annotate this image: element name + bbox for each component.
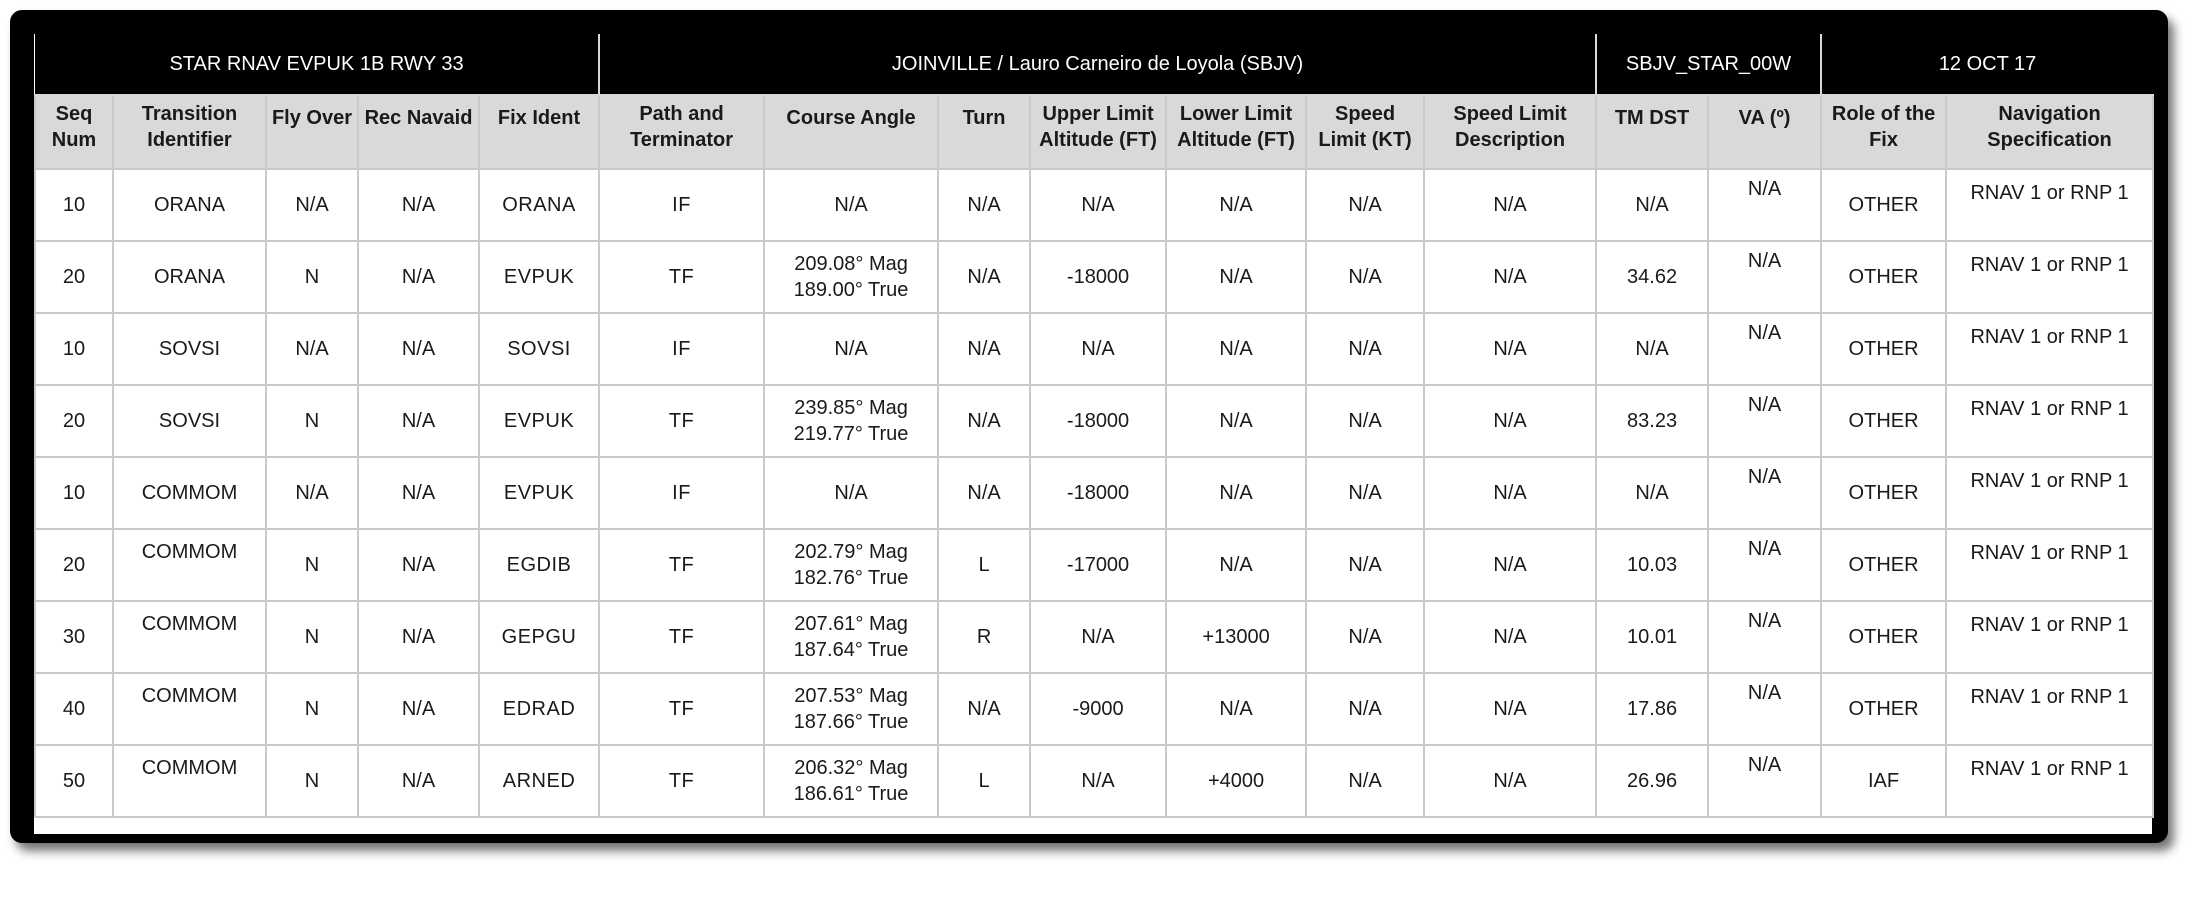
speed-limit-cell: N/A [1306,241,1424,313]
nav-spec-text: RNAV 1 or RNP 1 [1970,254,2129,276]
header-speed-limit: Speed Limit (KT) [1306,95,1424,169]
path-terminator-cell: IF [599,457,764,529]
speed-description-cell: N/A [1424,457,1596,529]
table-body [35,169,2153,817]
va-text: N/A [1747,322,1782,344]
course-true: 182.76° True [793,567,909,589]
va-text: N/A [1747,250,1782,272]
fix-ident-cell: ORANA [479,169,599,241]
upper-altitude-cell: -9000 [1030,673,1166,745]
nav-spec-text: RNAV 1 or RNP 1 [1970,542,2129,564]
va-cell [1708,241,1821,313]
table-row [35,673,2153,745]
lower-altitude-cell: +4000 [1166,745,1306,817]
turn-cell: N/A [938,241,1030,313]
va-cell [1708,529,1821,601]
course-magnetic: 207.53° Mag [794,685,908,707]
nav-spec-cell [1946,241,2153,313]
nav-spec-cell [1946,313,2153,385]
va-cell [1708,601,1821,673]
fix-ident-cell: EVPUK [479,457,599,529]
course-true: 187.64° True [793,639,909,661]
rec-navaid-cell: N/A [358,529,479,601]
course-magnetic: 209.08° Mag [794,253,908,275]
seq-num-cell: 10 [35,313,113,385]
nav-spec-text: RNAV 1 or RNP 1 [1970,470,2129,492]
upper-altitude-cell: N/A [1030,601,1166,673]
fix-ident-cell: GEPGU [479,601,599,673]
seq-num-cell: 50 [35,745,113,817]
course-true: 189.00° True [793,279,909,301]
fly-over-cell: N/A [266,457,358,529]
tm-dst-cell: 10.01 [1596,601,1708,673]
header-seq-num: Seq Num [35,95,113,169]
speed-limit-cell: N/A [1306,385,1424,457]
transition-cell: ORANA [113,169,266,241]
rec-navaid-cell: N/A [358,673,479,745]
procedure-document [34,34,2152,834]
speed-description-cell: N/A [1424,241,1596,313]
seq-num-cell: 10 [35,457,113,529]
role-cell: IAF [1821,745,1946,817]
procedure-title: STAR RNAV EVPUK 1B RWY 33 [35,34,599,95]
column-header-row [35,95,2153,169]
speed-description-cell: N/A [1424,529,1596,601]
header-transition-identifier: Transition Identifier [113,95,266,169]
course-angle-cell [764,745,938,817]
nav-spec-cell [1946,529,2153,601]
role-cell: OTHER [1821,457,1946,529]
va-text: N/A [1747,466,1782,488]
transition-cell [113,673,266,745]
fly-over-cell: N [266,385,358,457]
lower-altitude-cell: N/A [1166,313,1306,385]
fly-over-cell: N/A [266,169,358,241]
role-cell: OTHER [1821,601,1946,673]
fly-over-cell: N [266,673,358,745]
header-role-of-fix: Role of the Fix [1821,95,1946,169]
fly-over-cell: N [266,241,358,313]
course-magnetic: 202.79° Mag [794,541,908,563]
va-text: N/A [1747,178,1782,200]
transition-cell [113,529,266,601]
fly-over-cell: N [266,601,358,673]
nav-spec-cell [1946,169,2153,241]
path-terminator-cell: TF [599,673,764,745]
speed-description-cell: N/A [1424,169,1596,241]
speed-limit-cell: N/A [1306,601,1424,673]
seq-num-cell: 20 [35,529,113,601]
transition-text: COMMOM [141,685,238,707]
airport-title: JOINVILLE / Lauro Carneiro de Loyola (SBJV) [599,34,1596,95]
rec-navaid-cell: N/A [358,241,479,313]
nav-spec-cell [1946,745,2153,817]
course-angle-cell: N/A [764,313,938,385]
va-cell [1708,313,1821,385]
nav-spec-text: RNAV 1 or RNP 1 [1970,614,2129,636]
lower-altitude-cell: N/A [1166,385,1306,457]
course-angle-cell [764,529,938,601]
nav-spec-text: RNAV 1 or RNP 1 [1970,686,2129,708]
transition-cell: SOVSI [113,385,266,457]
speed-description-cell: N/A [1424,385,1596,457]
header-turn: Turn [938,95,1030,169]
lower-altitude-cell: N/A [1166,457,1306,529]
course-magnetic: 206.32° Mag [794,757,908,779]
nav-spec-text: RNAV 1 or RNP 1 [1970,182,2129,204]
rec-navaid-cell: N/A [358,457,479,529]
course-angle-cell [764,601,938,673]
speed-limit-cell: N/A [1306,313,1424,385]
role-cell: OTHER [1821,241,1946,313]
tm-dst-cell: 83.23 [1596,385,1708,457]
role-cell: OTHER [1821,529,1946,601]
fly-over-cell: N/A [266,313,358,385]
header-course-angle: Course Angle [764,95,938,169]
course-true: 219.77° True [793,423,909,445]
nav-spec-cell [1946,673,2153,745]
course-magnetic: 207.61° Mag [794,613,908,635]
transition-cell [113,601,266,673]
star-procedure-table [34,34,2154,818]
seq-num-cell: 20 [35,385,113,457]
upper-altitude-cell: -18000 [1030,241,1166,313]
table-row [35,385,2153,457]
path-terminator-cell: TF [599,385,764,457]
speed-limit-cell: N/A [1306,673,1424,745]
tm-dst-cell: N/A [1596,169,1708,241]
tm-dst-cell: 34.62 [1596,241,1708,313]
course-magnetic: 239.85° Mag [794,397,908,419]
table-row [35,169,2153,241]
role-cell: OTHER [1821,385,1946,457]
transition-cell: ORANA [113,241,266,313]
course-true: 187.66° True [793,711,909,733]
path-terminator-cell: TF [599,601,764,673]
lower-altitude-cell: N/A [1166,529,1306,601]
tm-dst-cell: 17.86 [1596,673,1708,745]
seq-num-cell: 40 [35,673,113,745]
procedure-code: SBJV_STAR_00W [1596,34,1821,95]
seq-num-cell: 20 [35,241,113,313]
nav-spec-cell [1946,601,2153,673]
transition-cell [113,745,266,817]
table-row [35,601,2153,673]
va-cell [1708,673,1821,745]
nav-spec-text: RNAV 1 or RNP 1 [1970,326,2129,348]
path-terminator-cell: IF [599,313,764,385]
turn-cell: N/A [938,169,1030,241]
header-tm-dst: TM DST [1596,95,1708,169]
speed-description-cell: N/A [1424,745,1596,817]
header-fly-over: Fly Over [266,95,358,169]
effective-date: 12 OCT 17 [1821,34,2153,95]
path-terminator-cell: TF [599,745,764,817]
header-fix-ident: Fix Ident [479,95,599,169]
role-cell: OTHER [1821,313,1946,385]
fix-ident-cell: EVPUK [479,385,599,457]
speed-limit-cell: N/A [1306,745,1424,817]
lower-altitude-cell: N/A [1166,169,1306,241]
seq-num-cell: 10 [35,169,113,241]
course-angle-cell [764,241,938,313]
va-text: N/A [1747,682,1782,704]
turn-cell: L [938,529,1030,601]
turn-cell: N/A [938,457,1030,529]
upper-altitude-cell: -18000 [1030,457,1166,529]
tm-dst-cell: N/A [1596,313,1708,385]
header-speed-limit-description: Speed Limit Description [1424,95,1596,169]
course-angle-cell [764,385,938,457]
turn-cell: L [938,745,1030,817]
rec-navaid-cell: N/A [358,169,479,241]
speed-limit-cell: N/A [1306,169,1424,241]
rec-navaid-cell: N/A [358,313,479,385]
fly-over-cell: N [266,529,358,601]
va-cell [1708,745,1821,817]
role-cell: OTHER [1821,673,1946,745]
lower-altitude-cell: N/A [1166,673,1306,745]
speed-limit-cell: N/A [1306,457,1424,529]
rec-navaid-cell: N/A [358,385,479,457]
table-row [35,745,2153,817]
nav-spec-cell [1946,457,2153,529]
transition-text: COMMOM [141,757,238,779]
path-terminator-cell: TF [599,529,764,601]
tm-dst-cell: N/A [1596,457,1708,529]
turn-cell: N/A [938,313,1030,385]
fix-ident-cell: ARNED [479,745,599,817]
course-angle-cell: N/A [764,457,938,529]
speed-limit-cell: N/A [1306,529,1424,601]
fix-ident-cell: EGDIB [479,529,599,601]
table-row [35,313,2153,385]
va-text: N/A [1747,538,1782,560]
header-path-terminator: Path and Terminator [599,95,764,169]
upper-altitude-cell: -18000 [1030,385,1166,457]
lower-altitude-cell: +13000 [1166,601,1306,673]
table-row [35,529,2153,601]
table-row [35,241,2153,313]
va-cell [1708,169,1821,241]
upper-altitude-cell: -17000 [1030,529,1166,601]
header-upper-limit-altitude: Upper Limit Altitude (FT) [1030,95,1166,169]
fly-over-cell: N [266,745,358,817]
upper-altitude-cell: N/A [1030,745,1166,817]
va-cell [1708,457,1821,529]
turn-cell: N/A [938,673,1030,745]
title-row [35,34,2153,95]
table-row [35,457,2153,529]
va-text: N/A [1747,610,1782,632]
upper-altitude-cell: N/A [1030,313,1166,385]
path-terminator-cell: IF [599,169,764,241]
role-cell: OTHER [1821,169,1946,241]
lower-altitude-cell: N/A [1166,241,1306,313]
nav-spec-text: RNAV 1 or RNP 1 [1970,758,2129,780]
rec-navaid-cell: N/A [358,745,479,817]
header-va: VA (º) [1708,95,1821,169]
tm-dst-cell: 10.03 [1596,529,1708,601]
nav-spec-text: RNAV 1 or RNP 1 [1970,398,2129,420]
fix-ident-cell: EVPUK [479,241,599,313]
seq-num-cell: 30 [35,601,113,673]
nav-spec-cell [1946,385,2153,457]
course-true: 186.61° True [793,783,909,805]
course-angle-cell: N/A [764,169,938,241]
header-navigation-specification: Navigation Specification [1946,95,2153,169]
fix-ident-cell: SOVSI [479,313,599,385]
header-lower-limit-altitude: Lower Limit Altitude (FT) [1166,95,1306,169]
tm-dst-cell: 26.96 [1596,745,1708,817]
path-terminator-cell: TF [599,241,764,313]
speed-description-cell: N/A [1424,673,1596,745]
rec-navaid-cell: N/A [358,601,479,673]
transition-text: COMMOM [141,613,238,635]
course-angle-cell [764,673,938,745]
speed-description-cell: N/A [1424,313,1596,385]
va-text: N/A [1747,754,1782,776]
fix-ident-cell: EDRAD [479,673,599,745]
transition-cell: COMMOM [113,457,266,529]
header-rec-navaid: Rec Navaid [358,95,479,169]
va-cell [1708,385,1821,457]
turn-cell: N/A [938,385,1030,457]
transition-cell: SOVSI [113,313,266,385]
speed-description-cell: N/A [1424,601,1596,673]
turn-cell: R [938,601,1030,673]
transition-text: COMMOM [141,541,238,563]
va-text: N/A [1747,394,1782,416]
upper-altitude-cell: N/A [1030,169,1166,241]
